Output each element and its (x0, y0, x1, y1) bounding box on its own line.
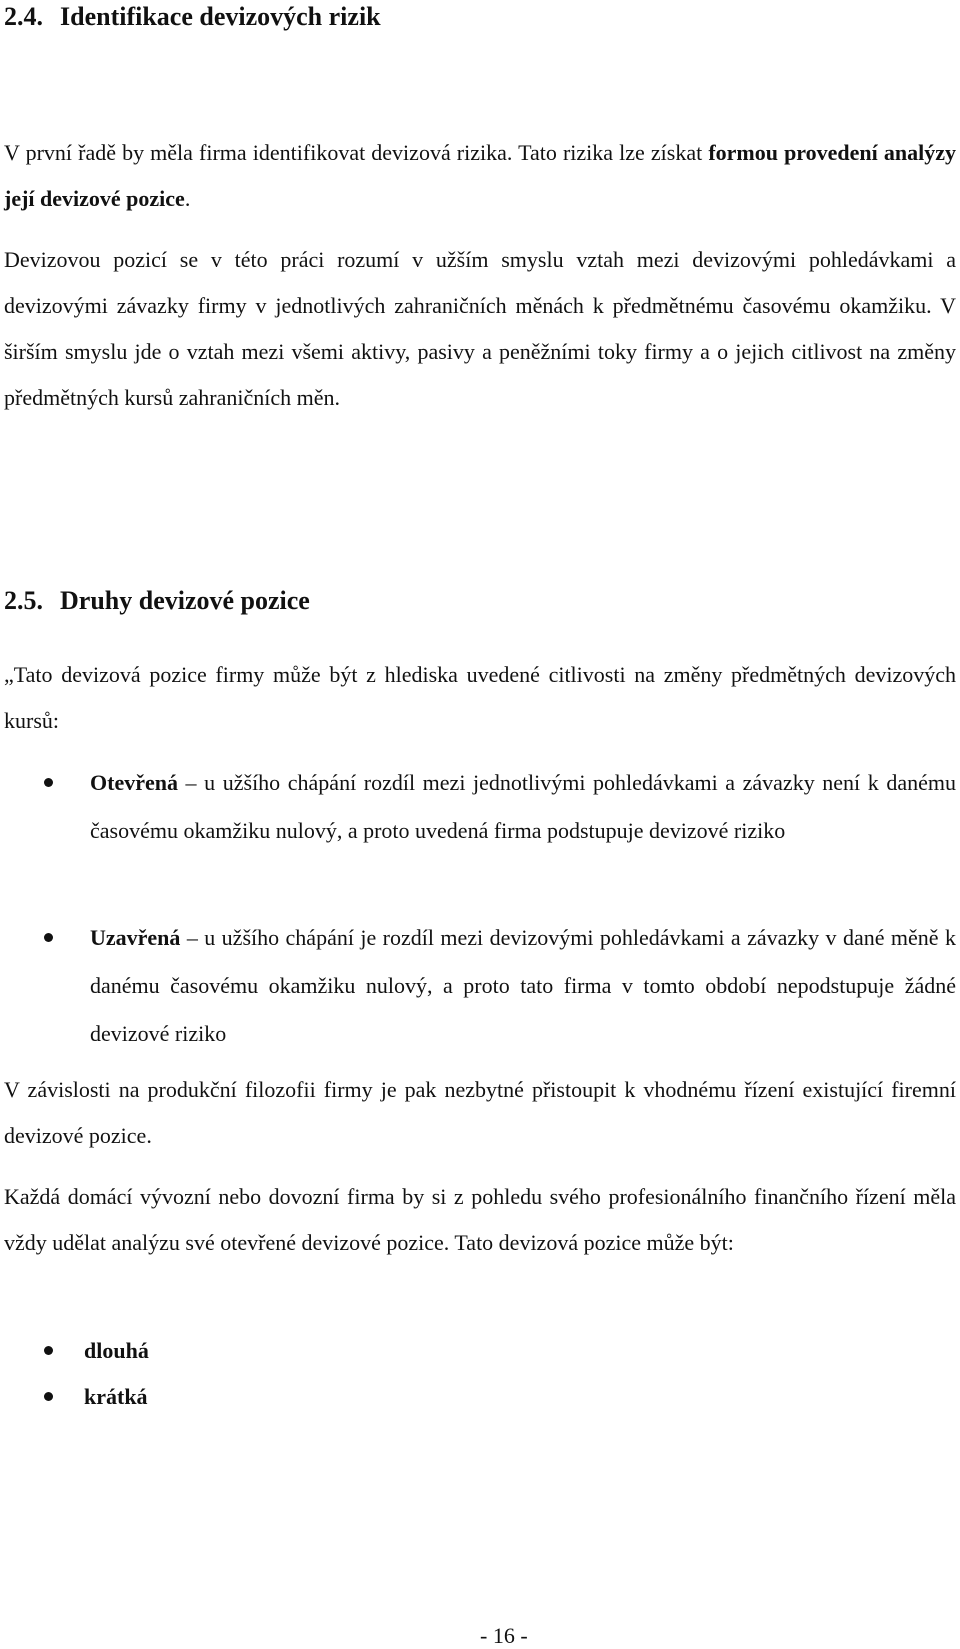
list-item-term: Uzavřená (90, 925, 181, 950)
section-number: 2.4. (4, 2, 43, 31)
list-item-description: – u užšího chápání rozdíl mezi jednotlivými pohledávkami a závazky není k danému časovému okamžiku nulový, a proto uvedená firma podstupuje devizové riziko (90, 770, 956, 843)
section-heading-2-5 (4, 586, 310, 616)
section-number: 2.5. (4, 586, 43, 615)
section-heading-2-4 (4, 2, 381, 32)
paragraph-text: V první řadě by měla firma identifikovat devizová rizika. Tato rizika lze získat (4, 140, 709, 165)
bullet-icon (44, 933, 53, 942)
list-item-text (90, 914, 956, 1058)
page-number: - 16 - (480, 1623, 528, 1648)
list-item-label: krátká (84, 1384, 148, 1409)
list-item-description: – u užšího chápání je rozdíl mezi devizovými pohledávkami a závazky v dané měně k danému časovému okamžiku nulový, a proto tato firma v tomto období nepodstupuje žádné devizové riziko (90, 925, 956, 1046)
paragraph-text-end: . (184, 186, 191, 211)
paragraph-analysis: Každá domácí vývozní nebo dovozní firma by si z pohledu svého profesionálního finančního řízení měla vždy udělat analýzu své otevřené devizové pozice. Tato devizová pozice může být: (4, 1184, 956, 1255)
paragraph-management: V závislosti na produkční filozofii firmy je pak nezbytné přistoupit k vhodnému řízení existující firemní devizové pozice. (4, 1077, 956, 1148)
bullet-icon (44, 1392, 53, 1401)
list-item-label: dlouhá (84, 1338, 149, 1363)
paragraph-definition: Devizovou pozicí se v této práci rozumí v užším smyslu vztah mezi devizovými pohledávkami a devizovými závazky firmy v jednotlivých zahraničních měnách k předmětnému časovému okamžiku. V širším smyslu jde o vztah mezi všemi aktivy, pasivy a peněžními toky firmy a o jejich citlivost na změny předmětných kursů zahraničních měn. (4, 247, 956, 410)
section-title: Druhy devizové pozice (60, 586, 310, 615)
list-item-long (0, 1328, 400, 1374)
list-item-text (90, 759, 956, 855)
paragraph-identification (4, 130, 956, 222)
bullet-icon (44, 778, 53, 787)
list-item-short (0, 1374, 400, 1420)
section-title: Identifikace devizových rizik (60, 2, 381, 31)
list-item-term: Otevřená (90, 770, 178, 795)
bullet-icon (44, 1346, 53, 1355)
paragraph-quote-intro: „Tato devizová pozice firmy může být z hlediska uvedené citlivosti na změny předmětných devizových kursů: (4, 662, 956, 733)
emphasis-text: formou provedení analýzy její devizové pozice (4, 140, 956, 211)
